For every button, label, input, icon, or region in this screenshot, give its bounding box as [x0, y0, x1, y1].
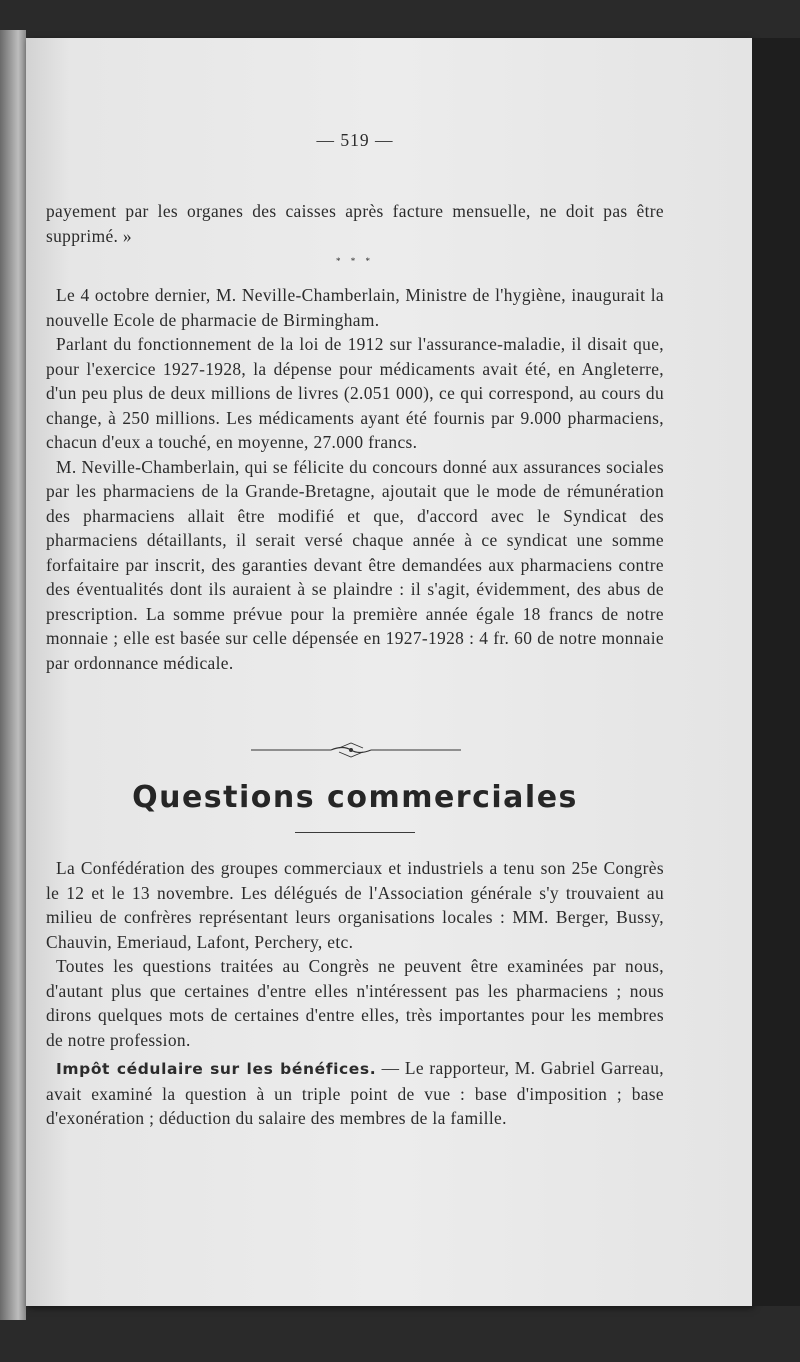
facing-page-edge: [0, 30, 26, 1320]
run-in-text: — Le rapporteur, M. Gabriel Garreau, avait examiné la question à un triple point de vue : base d'imposition ; base d'exonération ; déduction du salaire des membres de la famille.: [46, 1058, 664, 1128]
book-page: [26, 38, 752, 1306]
paragraph-impot-cedulaire: [46, 1056, 664, 1131]
continued-paragraph-block: [46, 199, 664, 248]
paragraph-continuation: payement par les organes des caisses après facture mensuelle, ne doit pas être supprimé. »: [46, 201, 664, 246]
chamberlain-article: [46, 283, 664, 675]
asterism-separator: * * *: [336, 256, 374, 266]
section-title: Questions commerciales: [132, 780, 578, 815]
paragraph-remuneration: M. Neville-Chamberlain, qui se félicite du concours donné aux assurances sociales par les pharmaciens de la Grande-Bretagne, ajoutait que le mode de rémunération des pharmaciens allait être modifié et que, d'accord avec le Syndicat des pharmaciens détaillants, il serait versé chaque année à ce syndicat une somme forfaitaire par inscrit, des garanties devant être demandées aux pharmaciens contre des éventualités dont ils auraient à se plaindre : il s'agit, évidemment, des abus de prescription. La somme prévue pour la première année égale 18 francs de notre monnaie ; elle est basée sur celle dépensée en 1927-1928 : 4 fr. 60 de notre monnaie par ordonnance médicale.: [46, 456, 664, 673]
run-in-heading: Impôt cédulaire sur les bénéfices.: [56, 1060, 377, 1078]
page-number: — 519 —: [316, 130, 394, 150]
paragraph-birmingham: Le 4 octobre dernier, M. Neville-Chamberlain, Ministre de l'hygiène, inaugurait la nouvelle Ecole de pharmacie de Birmingham.: [46, 285, 664, 330]
paragraph-assurance-maladie: Parlant du fonctionnement de la loi de 1912 sur l'assurance-maladie, il disait que, pour l'exercice 1927-1928, la dépense pour médicaments avait été, en Angleterre, d'un peu plus de deux millions de livres (2.051 000), ce qui correspond, au cours du change, à 250 millions. Les médicaments ayant été fournis par 9.000 pharmaciens, chacun d'eux a touché, en moyenne, 27.000 francs.: [46, 334, 664, 452]
title-underline: [295, 832, 415, 833]
paragraph-questions-traitees: Toutes les questions traitées au Congrès ne peuvent être examinées par nous, d'autant plus que certaines d'entre elles n'intéressent pas les pharmaciens ; nous dirons quelques mots de certaines d'entre elles, très importantes pour les membres de notre profession.: [46, 956, 664, 1050]
ornamental-divider: [251, 740, 461, 760]
commercial-questions-article: [46, 856, 664, 1131]
scan-background-edge: [752, 38, 800, 1306]
paragraph-confederation: La Confédération des groupes commerciaux et industriels a tenu son 25e Congrès le 12 et le 13 novembre. Les délégués de l'Association générale s'y trouvaient au milieu de confrères représentant leurs organisations locales : MM. Berger, Bussy, Chauvin, Emeriaud, Lafont, Perchery, etc.: [46, 858, 664, 952]
